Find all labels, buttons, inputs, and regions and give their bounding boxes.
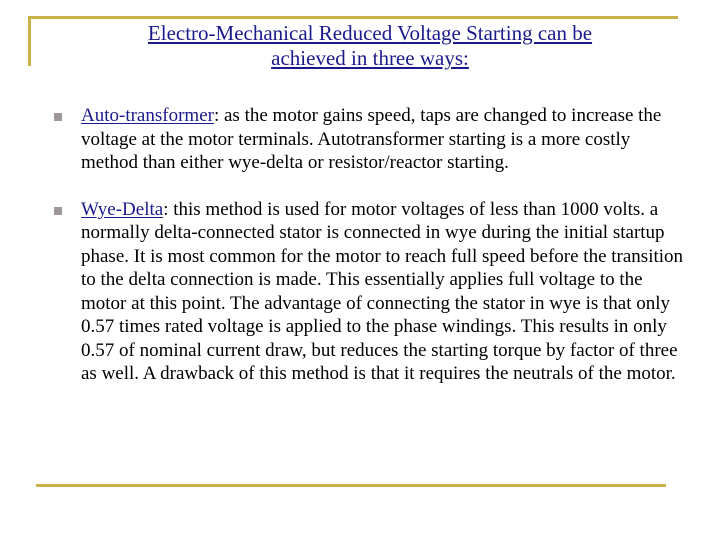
square-bullet-icon [54, 113, 62, 121]
frame-bottom-rule [36, 484, 666, 487]
term-link[interactable]: Auto-transformer [81, 105, 214, 126]
frame-top-rule [28, 16, 678, 19]
bullet-list [50, 104, 690, 409]
bullet-auto-transformer [50, 104, 690, 175]
bullet-wye-delta [50, 198, 690, 386]
bullet-text: : this method is used for motor voltages of less than 1000 volts. a normally delta-connected stator is connected in wye during the initial startup phase. It is most common for the motor to reach full speed before the transition to the delta connection is made. This essentially applies full voltage to the motor at this point. The advantage of connecting the stator in wye is that only 0.57 times rated voltage is applied to the phase windings. This results in only 0.57 of nominal current draw, but reduces the starting torque by factor of three as well. A drawback of this method is that it requires the neutrals of the motor. [81, 198, 684, 384]
slide-title-line-1: Electro-Mechanical Reduced Voltage Starting can be [147, 21, 593, 45]
frame-left-rule [28, 16, 31, 66]
slide-title [60, 21, 680, 71]
term-link[interactable]: Wye-Delta [81, 198, 164, 220]
square-bullet-icon [54, 207, 62, 215]
slide-title-line-2: achieved in three ways: [271, 46, 469, 70]
bullet-text: : as the motor gains speed, taps are changed to increase the voltage at the motor terminals. Autotransformer starting is a more costly method than either wye-delta or resistor/reactor starting. [81, 105, 662, 173]
